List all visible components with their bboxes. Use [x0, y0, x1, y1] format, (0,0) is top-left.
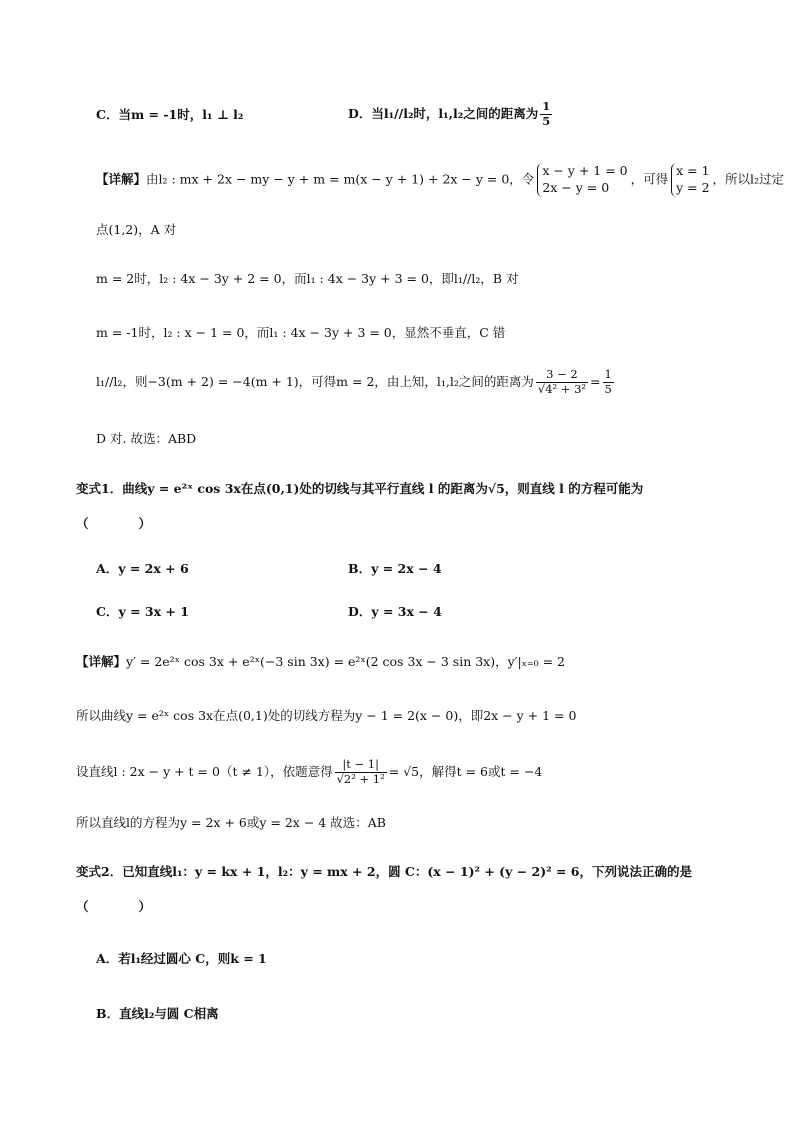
detail1-line4: m = -1时，l₂ : x − 1 = 0，而l₁ : 4x − 3y + 3 = 0，显然不垂直，C 错: [96, 325, 506, 340]
detail1-line5: l₁//l₂，则−3(m + 2) = −4(m + 1)，可得m = 2，由上知，l₁,l₂之间的距离为 $\frac{3 - 2}{\text{√4² + 3²}}$ = $\frac{1}{5}$: [96, 367, 612, 396]
variant1-option-a: A．y = 2x + 6: [96, 561, 189, 576]
option-c: [96, 107, 243, 122]
detail2-line2: 所以曲线y = e²ˣ cos 3x在点(0,1)处的切线方程为y − 1 = 2(x − 0)，即2x − y + 1 = 0: [76, 708, 577, 723]
variant1-option-b: B．y = 2x − 4: [348, 561, 442, 576]
variant1-option-d: D．y = 3x − 4: [348, 604, 442, 619]
option-d-text: D．当l₁//l₂时，l₁,l₂之间的距离为: [348, 105, 539, 121]
detail1-line2: 点(1,2)，A 对: [96, 222, 177, 237]
detail1-line6: D 对. 故选：ABD: [96, 431, 197, 446]
variant2-option-b: B．直线l₂与圆 C相离: [96, 1006, 219, 1021]
variant1-option-c: C．y = 3x + 1: [96, 604, 189, 619]
equation-system-1: x − y + 1 = 0 2x − y = 0: [537, 163, 627, 197]
detail2-line4: 所以直线l的方程为y = 2x + 6或y = 2x − 4 故选：AB: [76, 815, 386, 830]
distance-fraction: $\frac{3 - 2}{\text{√4² + 3²}}$: [537, 367, 587, 396]
variant2-title: 变式2．已知直线l₁：y = kx + 1，l₂：y = mx + 2，圆 C：(x − 1)² + (y − 2)² = 6，下列说法正确的是: [76, 864, 692, 879]
variant2-option-a: A．若l₁经过圆心 C，则k = 1: [96, 951, 267, 966]
variant1-title: 变式1．曲线y = e²ˣ cos 3x在点(0,1)处的切线与其平行直线 l 的距离为√5，则直线 l 的方程可能为: [76, 481, 644, 496]
variant1-paren: （ ）: [76, 516, 152, 531]
detail1-line1: 【详解】由l₂ : mx + 2x − my − y + m = m(x − y + 1) + 2x − y = 0，令 x − y + 1 = 0 2x − y = 0 ，可得 x = 1 y = 2 ，所以l₂过定: [96, 163, 785, 195]
detail-tag: 【详解】: [96, 171, 147, 187]
detail2-line3: 设直线l : 2x − y + t = 0（t ≠ 1），依题意得 $\frac{|t - 1|}{\text{√2² + 1²}}$ = √5，解得t = 6或t = −4: [76, 757, 543, 786]
option-d: [348, 100, 554, 129]
option-d-fraction: $\frac{1}{5}$: [542, 99, 551, 128]
detail1-line3: m = 2时，l₂ : 4x − 3y + 2 = 0，而l₁ : 4x − 3y + 3 = 0，即l₁//l₂，B 对: [96, 271, 519, 286]
point-line-distance-fraction: $\frac{|t - 1|}{\text{√2² + 1²}}$: [336, 757, 385, 786]
variant2-paren: （ ）: [76, 899, 152, 914]
detail2-line1: 【详解】y′ = 2e²ˣ cos 3x + e²ˣ(−3 sin 3x) = e²ˣ(2 cos 3x − 3 sin 3x)，y′|ₓ₌₀ = 2: [76, 654, 566, 669]
option-c-text: C．当m = -1时，l₁ ⊥ l₂: [96, 107, 244, 122]
equation-system-2: x = 1 y = 2: [671, 163, 709, 197]
detail-tag: 【详解】: [76, 654, 127, 669]
distance-result-fraction: $\frac{1}{5}$: [604, 367, 612, 396]
